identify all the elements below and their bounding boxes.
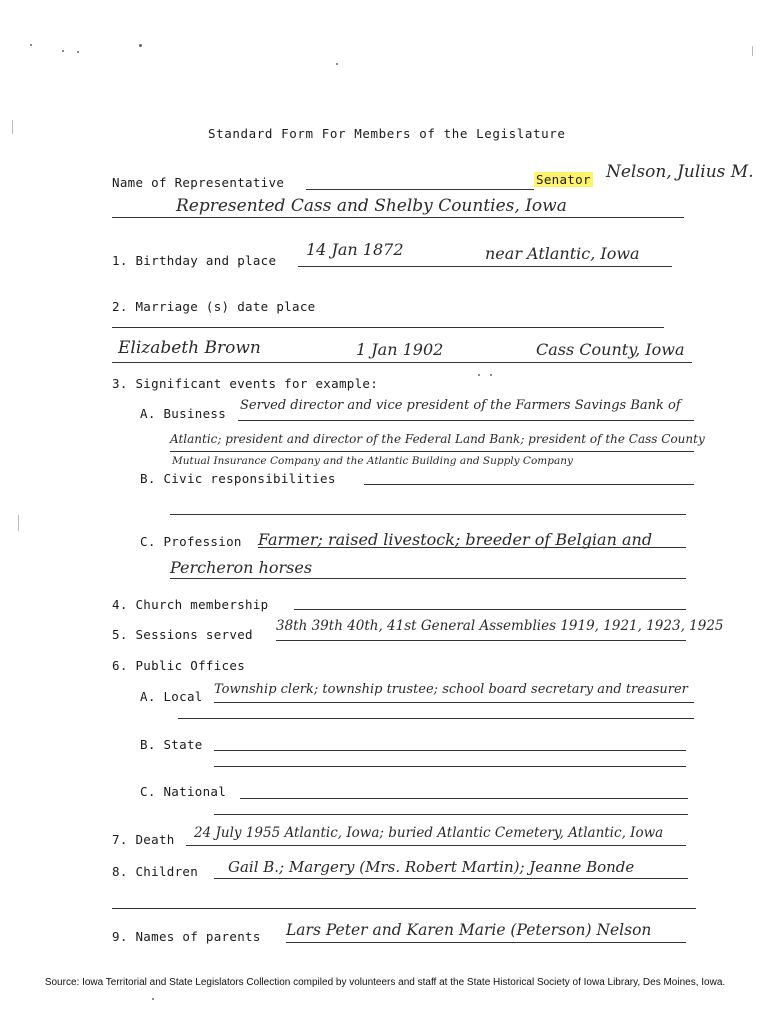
business-line-1: Served director and vice president of the Farmers Savings Bank of: [240, 398, 681, 413]
state-rule-2: [214, 766, 686, 767]
business-line-2: Atlantic; president and director of the Federal Land Bank; president of the Cass County: [170, 432, 705, 446]
birthday-label: 1. Birthday and place: [112, 253, 277, 268]
scan-speck: [77, 51, 79, 53]
form-title: Standard Form For Members of the Legislature: [208, 126, 566, 141]
church-label: 4. Church membership: [112, 597, 269, 612]
marriage-rule-1: [112, 327, 664, 328]
scan-speck: [62, 50, 64, 52]
scan-speck: [478, 374, 480, 376]
death-label: 7. Death: [112, 832, 175, 847]
local-value: Township clerk; township trustee; school board secretary and treasurer: [214, 682, 688, 697]
local-rule-2: [178, 718, 694, 719]
children-rule-1: [214, 878, 688, 879]
source-note: Source: Iowa Territorial and State Legislators Collection compiled by volunteers and staff at the State Historical Society of Iowa Library, Des Moines, Iowa.: [44, 977, 726, 988]
represented-value: Represented Cass and Shelby Counties, Iowa: [176, 196, 567, 216]
death-value: 24 July 1955 Atlantic, Iowa; buried Atlantic Cemetery, Atlantic, Iowa: [194, 825, 664, 841]
marriage-label: 2. Marriage (s) date place: [112, 299, 316, 314]
parents-label: 9. Names of parents: [112, 929, 261, 944]
children-label: 8. Children: [112, 864, 199, 879]
scan-edge-mark: [752, 46, 753, 56]
birthday-rule: [298, 266, 672, 267]
sessions-rule: [276, 640, 686, 641]
scan-edge-mark: [18, 515, 19, 531]
events-label: 3. Significant events for example:: [112, 376, 379, 391]
children-value: Gail B.; Margery (Mrs. Robert Martin); Jeanne Bonde: [228, 858, 635, 876]
profession-rule-2: [170, 578, 686, 579]
scan-speck: [152, 998, 154, 1000]
death-rule: [186, 845, 686, 846]
state-rule-1: [214, 750, 686, 751]
national-label: C. National: [140, 784, 227, 799]
civic-rule-1: [364, 484, 694, 485]
profession-label: C. Profession: [140, 534, 242, 549]
civic-rule-2: [170, 514, 686, 515]
parents-rule: [286, 942, 686, 943]
sessions-value: 38th 39th 40th, 41st General Assemblies 1919, 1921, 1923, 1925: [276, 618, 724, 634]
birthday-place: near Atlantic, Iowa: [485, 244, 640, 263]
parents-value: Lars Peter and Karen Marie (Peterson) Nelson: [286, 921, 652, 939]
profession-rule-1: [258, 547, 686, 548]
national-rule-2: [214, 814, 688, 815]
local-rule-1: [214, 702, 694, 703]
business-rule-2: [170, 451, 694, 452]
name-label: Name of Representative: [112, 175, 285, 190]
scan-speck: [139, 44, 142, 47]
birthday-date: 14 Jan 1872: [306, 240, 404, 259]
scan-speck: [30, 44, 32, 46]
national-rule-1: [240, 798, 688, 799]
marriage-rule-2: [112, 362, 692, 363]
marriage-place: Cass County, Iowa: [536, 340, 685, 359]
business-rule-1: [238, 420, 694, 421]
business-label: A. Business: [140, 406, 227, 421]
name-rule: [306, 189, 534, 190]
marriage-spouse: Elizabeth Brown: [118, 338, 261, 358]
scan-speck: [336, 63, 338, 65]
profession-line-2: Percheron horses: [170, 558, 313, 577]
senator-label: Senator: [536, 172, 591, 187]
profession-line-1: Farmer; raised livestock; breeder of Belgian and: [258, 530, 653, 549]
scan-edge-mark: [12, 120, 13, 134]
business-line-3: Mutual Insurance Company and the Atlantic Building and Supply Company: [172, 455, 573, 467]
church-rule: [294, 609, 686, 610]
state-label: B. State: [140, 737, 203, 752]
marriage-date: 1 Jan 1902: [356, 340, 444, 359]
public-offices-label: 6. Public Offices: [112, 658, 246, 673]
name-value: Nelson, Julius M.: [606, 162, 754, 182]
sessions-label: 5. Sessions served: [112, 627, 253, 642]
children-rule-2: [112, 908, 696, 909]
local-label: A. Local: [140, 689, 203, 704]
represented-rule: [112, 217, 684, 218]
civic-label: B. Civic responsibilities: [140, 471, 336, 486]
scan-speck: [490, 374, 492, 376]
